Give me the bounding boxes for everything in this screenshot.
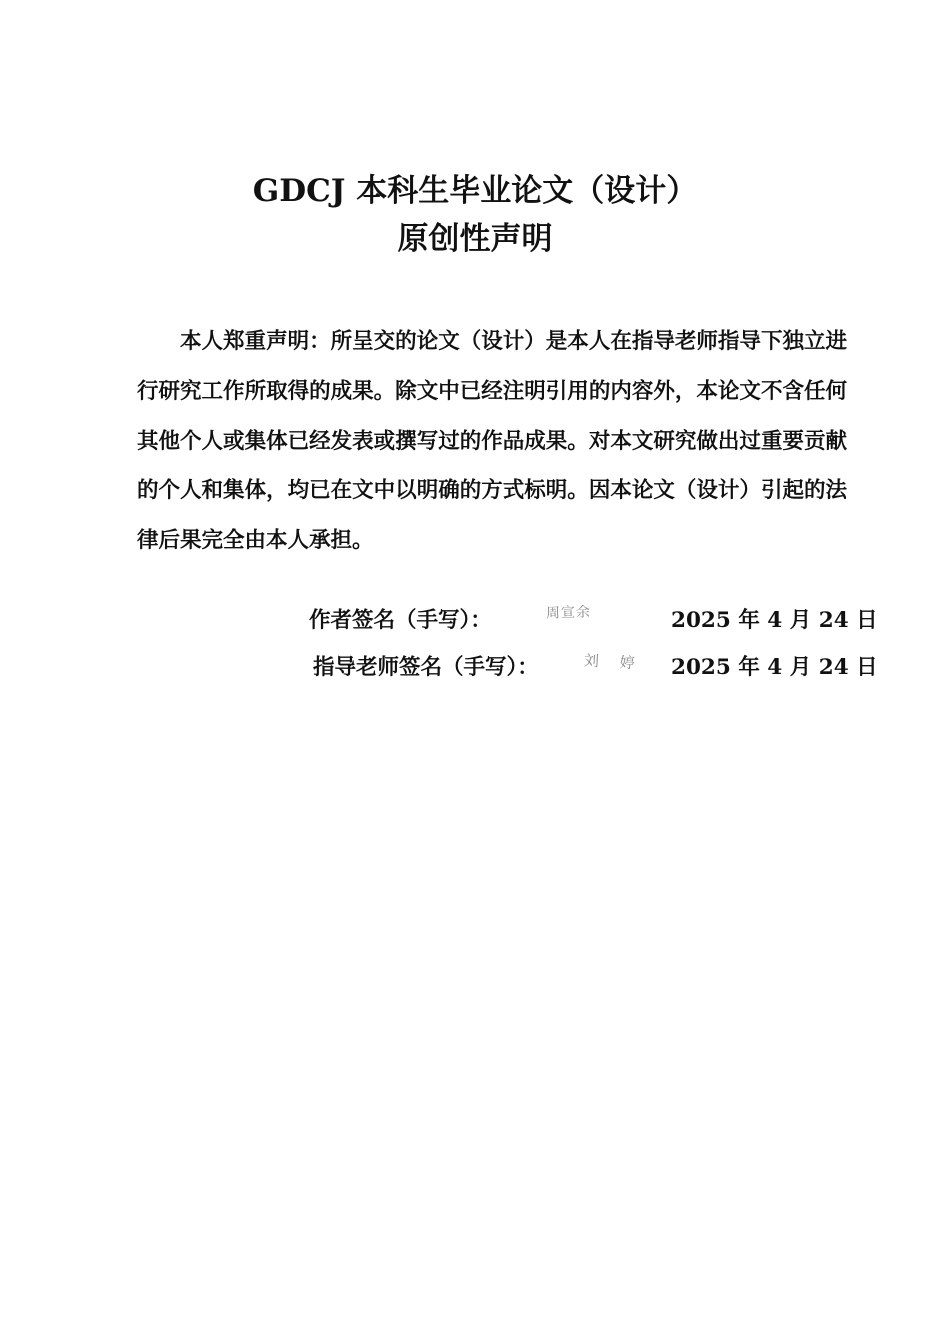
author-signature-date: 2025 年 4 月 24 日 (671, 608, 878, 633)
advisor-signature-date: 2025 年 4 月 24 日 (671, 655, 878, 680)
declaration-paragraph: 本人郑重声明：所呈交的论文（设计）是本人在指导老师指导下独立进行研究工作所取得的成果。除文中已经注明引用的内容外，本论文不含任何其他个人或集体已经发表或撰写过的作品成果。对本文研究做出过重要贡献的个人和集体，均已在文中以明确的方式标明。因本论文（设计）引起的法律后果完全由本人承担。 (137, 329, 847, 554)
title-line-1: GDCJ 本科生毕业论文（设计） (252, 173, 698, 209)
advisor-signature-label: 指导老师签名（手写）： (313, 655, 539, 680)
author-handwritten-signature: 周宣余 (545, 604, 592, 622)
author-signature-label: 作者签名（手写）： (309, 608, 492, 633)
page-title (0, 168, 950, 262)
author-signature-row (0, 601, 950, 641)
advisor-signature-row (0, 648, 950, 688)
title-line-2: 原创性声明 (397, 221, 553, 257)
advisor-handwritten-signature: 刘 婷 (583, 651, 644, 673)
